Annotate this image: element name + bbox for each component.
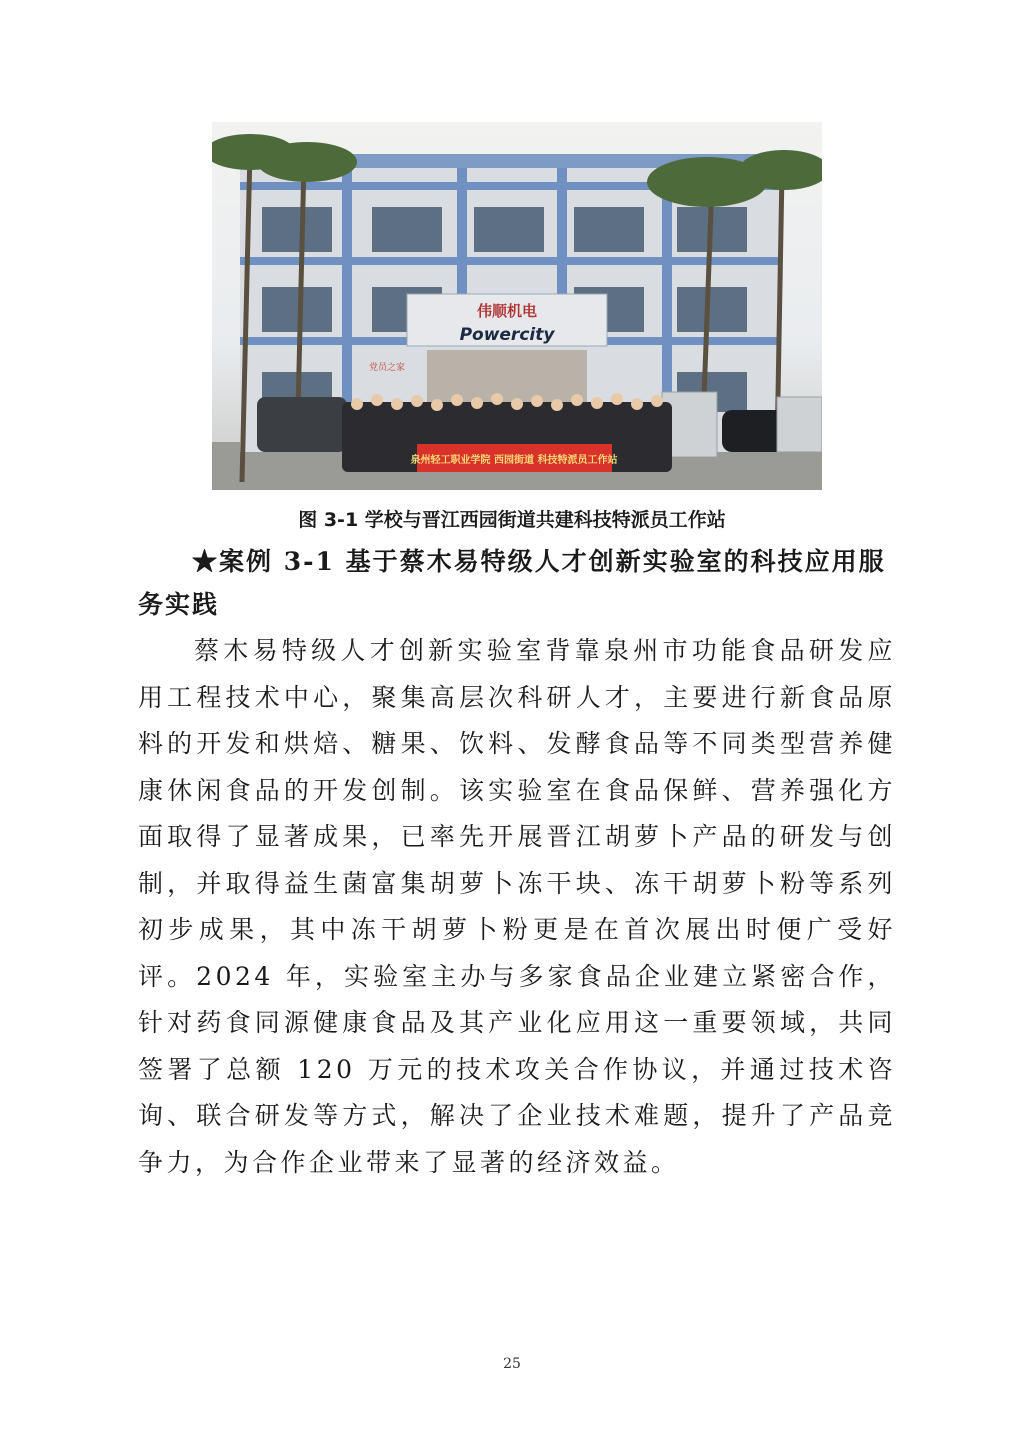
case-title: ★案例 3-1 基于蔡木易特级人才创新实验室的科技应用服务实践 bbox=[138, 547, 886, 619]
party-sign: 党员之家 bbox=[368, 363, 406, 373]
building-sign-en: Powercity bbox=[459, 325, 555, 345]
building-sign-cn: 伟顺机电 bbox=[476, 302, 538, 320]
photo-illustration bbox=[212, 122, 822, 490]
case-body: 蔡木易特级人才创新实验室背靠泉州市功能食品研发应用工程技术中心，聚集高层次科研人才，主要进行新食品原料的开发和烘焙、糖果、饮料、发酵食品等不同类型营养健康休闲食品的开发创制。该实验室在食品保鲜、营养强化方面取得了显著成果，已率先开展晋江胡萝卜产品的研发与创制，并取得益生菌富集胡萝卜冻干块、冻干胡萝卜粉等系列初步成果，其中冻干胡萝卜粉更是在首次展出时便广受好评。2024 年，实验室主办与多家食品企业建立紧密合作，针对药食同源健康食品及其产业化应用这一重要领域，共同签署了总额 120 万元的技术攻关合作协议，并通过技术咨询、联合研发等方式，解决了企业技术难题，提升了产品竞争力，为合作企业带来了显著的经济效益。 bbox=[138, 636, 896, 1177]
page-number: 25 bbox=[503, 1356, 521, 1372]
group-photo bbox=[212, 122, 822, 490]
figure-caption: 图 3-1 学校与晋江西园街道共建科技特派员工作站 bbox=[298, 509, 726, 531]
banner-text: 泉州轻工职业学院 西园街道 科技特派员工作站 bbox=[410, 455, 618, 466]
